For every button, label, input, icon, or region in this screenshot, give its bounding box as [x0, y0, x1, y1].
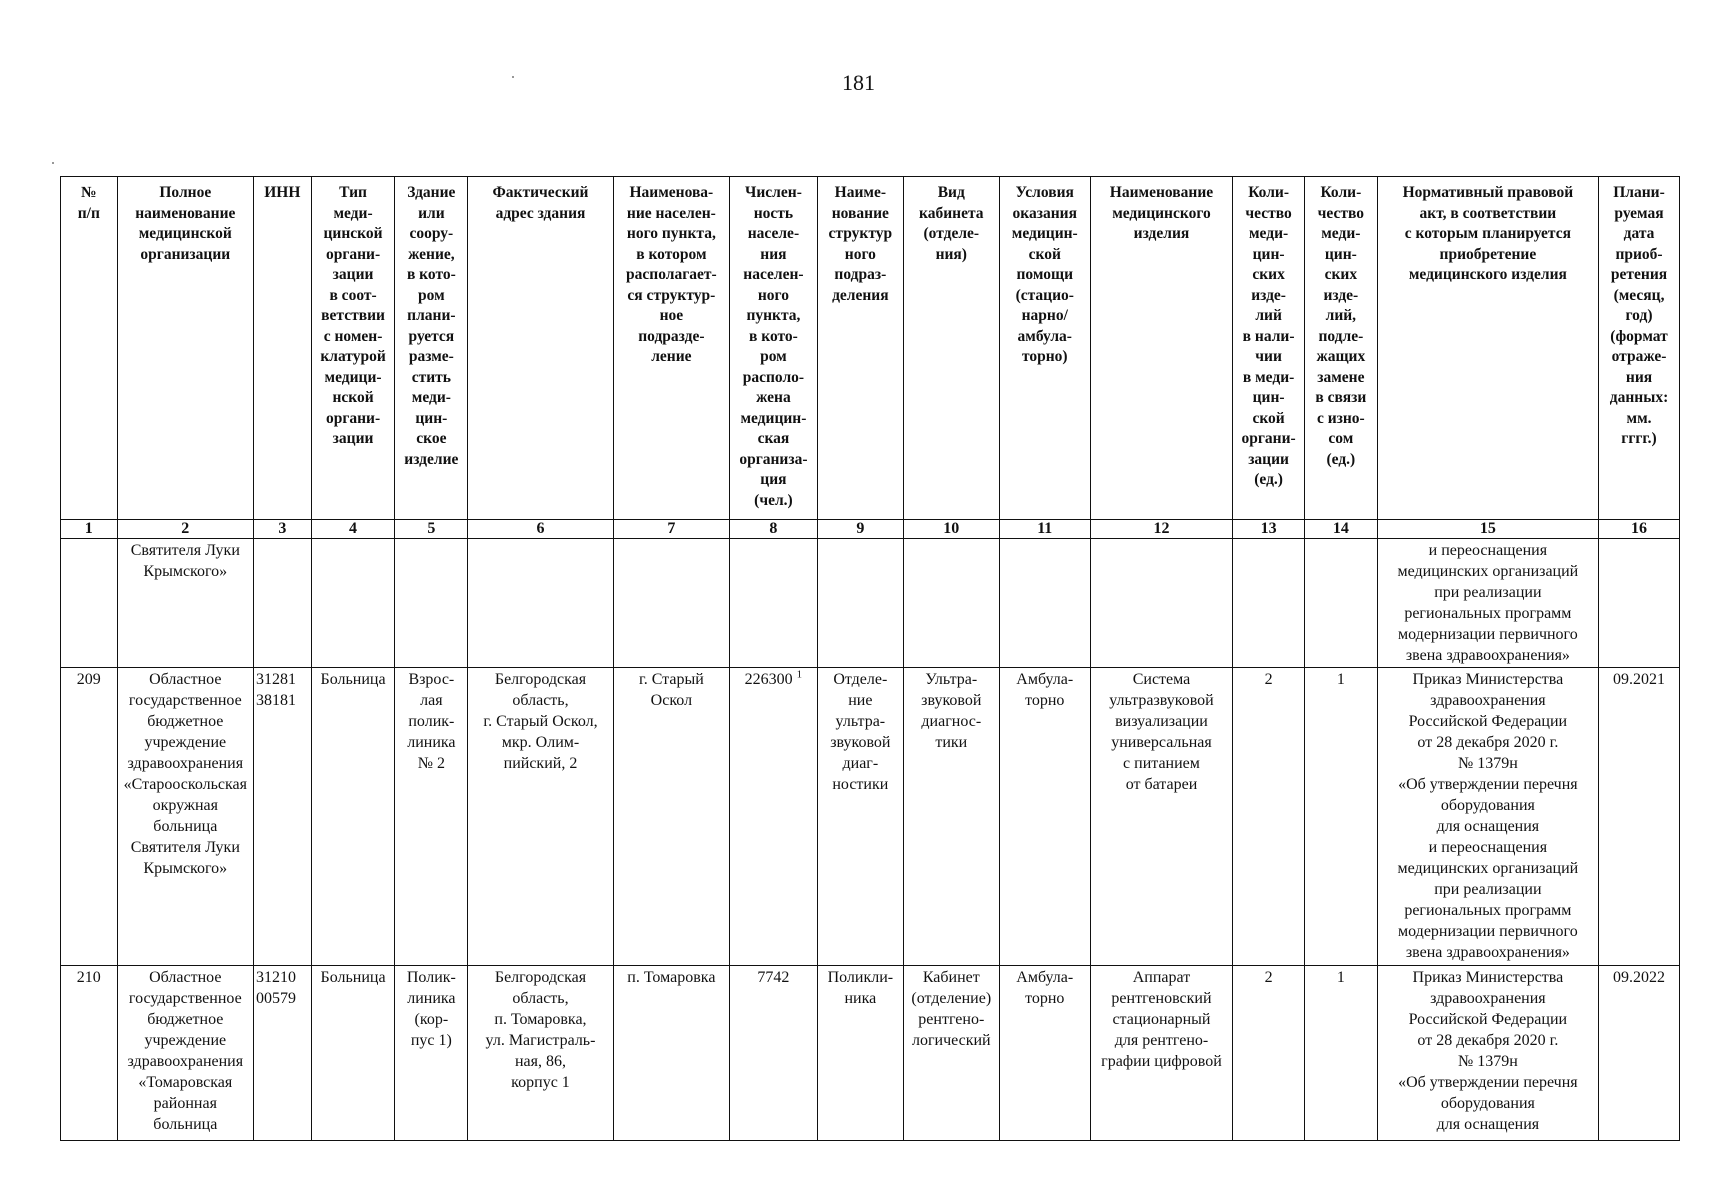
- column-number: 11: [999, 520, 1090, 539]
- column-number: 13: [1233, 520, 1305, 539]
- column-number: 7: [613, 520, 729, 539]
- cell-inn: 31281 38181: [254, 668, 312, 966]
- cell-org-type: Больница: [311, 668, 395, 966]
- cell-num: 209: [61, 668, 118, 966]
- column-number: 16: [1599, 520, 1680, 539]
- cell-conditions: Амбула- торно: [999, 966, 1090, 1141]
- header-cell: Наименование медицинского изделия: [1090, 177, 1232, 520]
- cell-inn: [254, 539, 312, 668]
- column-number: 12: [1090, 520, 1232, 539]
- column-number: 10: [903, 520, 999, 539]
- cell-device: Система ультразвуковой визуализации универсальная с питанием от батареи: [1090, 668, 1232, 966]
- page-number: 181: [842, 70, 875, 95]
- column-number: 6: [468, 520, 614, 539]
- cell-org-name: Областное государственное бюджетное учреждение здравоохранения «Старооскольская окружная больница Святителя Луки Крымского»: [117, 668, 253, 966]
- cell-date: 09.2021: [1599, 668, 1680, 966]
- cell-qty-replace: 1: [1304, 966, 1377, 1141]
- header-cell: Наиме- нование структур ного подраз- деления: [817, 177, 903, 520]
- cell-date: [1599, 539, 1680, 668]
- header-cell: Числен- ность населе- ния населен- ного пункта, в кото- ром располо- жена медицин- ская организа- ция (чел.): [729, 177, 817, 520]
- header-cell: Наименова- ние населен- ного пункта, в котором располагает- ся структур- ное подразде- ление: [613, 177, 729, 520]
- cell-legal-act: Приказ Министерства здравоохранения Российской Федерации от 28 декабря 2020 г. № 1379н «Об утверждении перечня оборудования для оснащения: [1377, 966, 1598, 1141]
- header-cell: Тип меди- цинской органи- зации в соот- ветствии с номен- клатурой медици- нской органи- зации: [311, 177, 395, 520]
- header-cell: Нормативный правовой акт, в соответствии с которым планируется приобретение медицинского изделия: [1377, 177, 1598, 520]
- header-cell: ИНН: [254, 177, 312, 520]
- scan-speck: [52, 162, 54, 164]
- cell-cabinet: Ультра- звуковой диагнос- тики: [903, 668, 999, 966]
- header-cell: Коли- чество меди- цин- ских изде- лий в нали- чии в меди- цин- ской органи- зации (ед.): [1233, 177, 1305, 520]
- column-number: 5: [395, 520, 468, 539]
- cell-building: [395, 539, 468, 668]
- table-row: [61, 966, 1680, 1141]
- cell-qty-available: [1233, 539, 1305, 668]
- cell-cabinet: [903, 539, 999, 668]
- scan-speck: [512, 76, 514, 78]
- cell-inn: 31210 00579: [254, 966, 312, 1141]
- header-cell: Фактический адрес здания: [468, 177, 614, 520]
- header-cell: Условия оказания медицин- ской помощи (стацио- нарно/ амбула- торно): [999, 177, 1090, 520]
- column-number: 1: [61, 520, 118, 539]
- column-number: 3: [254, 520, 312, 539]
- cell-num: [61, 539, 118, 668]
- cell-address: [468, 539, 614, 668]
- cell-address: Белгородская область, г. Старый Оскол, мкр. Олим- пийский, 2: [468, 668, 614, 966]
- cell-num: 210: [61, 966, 118, 1141]
- continuation-row: [61, 539, 1680, 668]
- equipment-table: [60, 176, 1680, 1141]
- header-cell: Полное наименование медицинской организации: [117, 177, 253, 520]
- cell-qty-available: 2: [1233, 668, 1305, 966]
- cell-org-type: Больница: [311, 966, 395, 1141]
- column-number: 9: [817, 520, 903, 539]
- cell-device: [1090, 539, 1232, 668]
- column-number: 8: [729, 520, 817, 539]
- table-row: [61, 668, 1680, 966]
- column-number: 2: [117, 520, 253, 539]
- cell-legal-act: Приказ Министерства здравоохранения Российской Федерации от 28 декабря 2020 г. № 1379н «Об утверждении перечня оборудования для оснащения и переоснащения медицинских организаций при реализации региональных программ модернизации первичного звена здравоохранения»: [1377, 668, 1598, 966]
- cell-unit: [817, 539, 903, 668]
- cell-legal-act: и переоснащения медицинских организаций при реализации региональных программ модернизации первичного звена здравоохранения»: [1377, 539, 1598, 668]
- cell-unit: Поликли- ника: [817, 966, 903, 1141]
- header-row: [61, 177, 1680, 520]
- cell-conditions: Амбула- торно: [999, 668, 1090, 966]
- cell-org-name: Святителя Луки Крымского»: [117, 539, 253, 668]
- cell-unit: Отделе- ние ультра- звуковой диаг- ностики: [817, 668, 903, 966]
- cell-population: 7742: [729, 966, 817, 1141]
- cell-population: [729, 539, 817, 668]
- header-cell: Коли- чество меди- цин- ских изде- лий, подле- жащих замене в связи с изно- сом (ед.): [1304, 177, 1377, 520]
- column-number: 4: [311, 520, 395, 539]
- column-number: 15: [1377, 520, 1598, 539]
- cell-address: Белгородская область, п. Томаровка, ул. Магистраль- ная, 86, корпус 1: [468, 966, 614, 1141]
- header-cell: Вид кабинета (отделе- ния): [903, 177, 999, 520]
- header-cell: Плани- руемая дата приоб- ретения (месяц, год) (формат отраже- ния данных: мм. гггг.): [1599, 177, 1680, 520]
- cell-locality: [613, 539, 729, 668]
- column-number: 14: [1304, 520, 1377, 539]
- cell-qty-available: 2: [1233, 966, 1305, 1141]
- cell-org-type: [311, 539, 395, 668]
- cell-device: Аппарат рентгеновский стационарный для рентгено- графии цифровой: [1090, 966, 1232, 1141]
- cell-qty-replace: [1304, 539, 1377, 668]
- header-cell: Здание или соору- жение, в кото- ром плани- руется разме- стить меди- цин- ское изделие: [395, 177, 468, 520]
- population-value: 226300: [744, 671, 793, 688]
- cell-org-name: Областное государственное бюджетное учреждение здравоохранения «Томаровская районная больница: [117, 966, 253, 1141]
- cell-locality: п. Томаровка: [613, 966, 729, 1141]
- header-cell: № п/п: [61, 177, 118, 520]
- footnote-mark: 1: [796, 668, 803, 681]
- cell-qty-replace: 1: [1304, 668, 1377, 966]
- cell-building: Полик- линика (кор- пус 1): [395, 966, 468, 1141]
- cell-cabinet: Кабинет (отделение) рентгено- логический: [903, 966, 999, 1141]
- column-number-row: [61, 520, 1680, 539]
- cell-date: 09.2022: [1599, 966, 1680, 1141]
- cell-population: [729, 668, 817, 966]
- cell-building: Взрос- лая полик- линика № 2: [395, 668, 468, 966]
- cell-conditions: [999, 539, 1090, 668]
- cell-locality: г. Старый Оскол: [613, 668, 729, 966]
